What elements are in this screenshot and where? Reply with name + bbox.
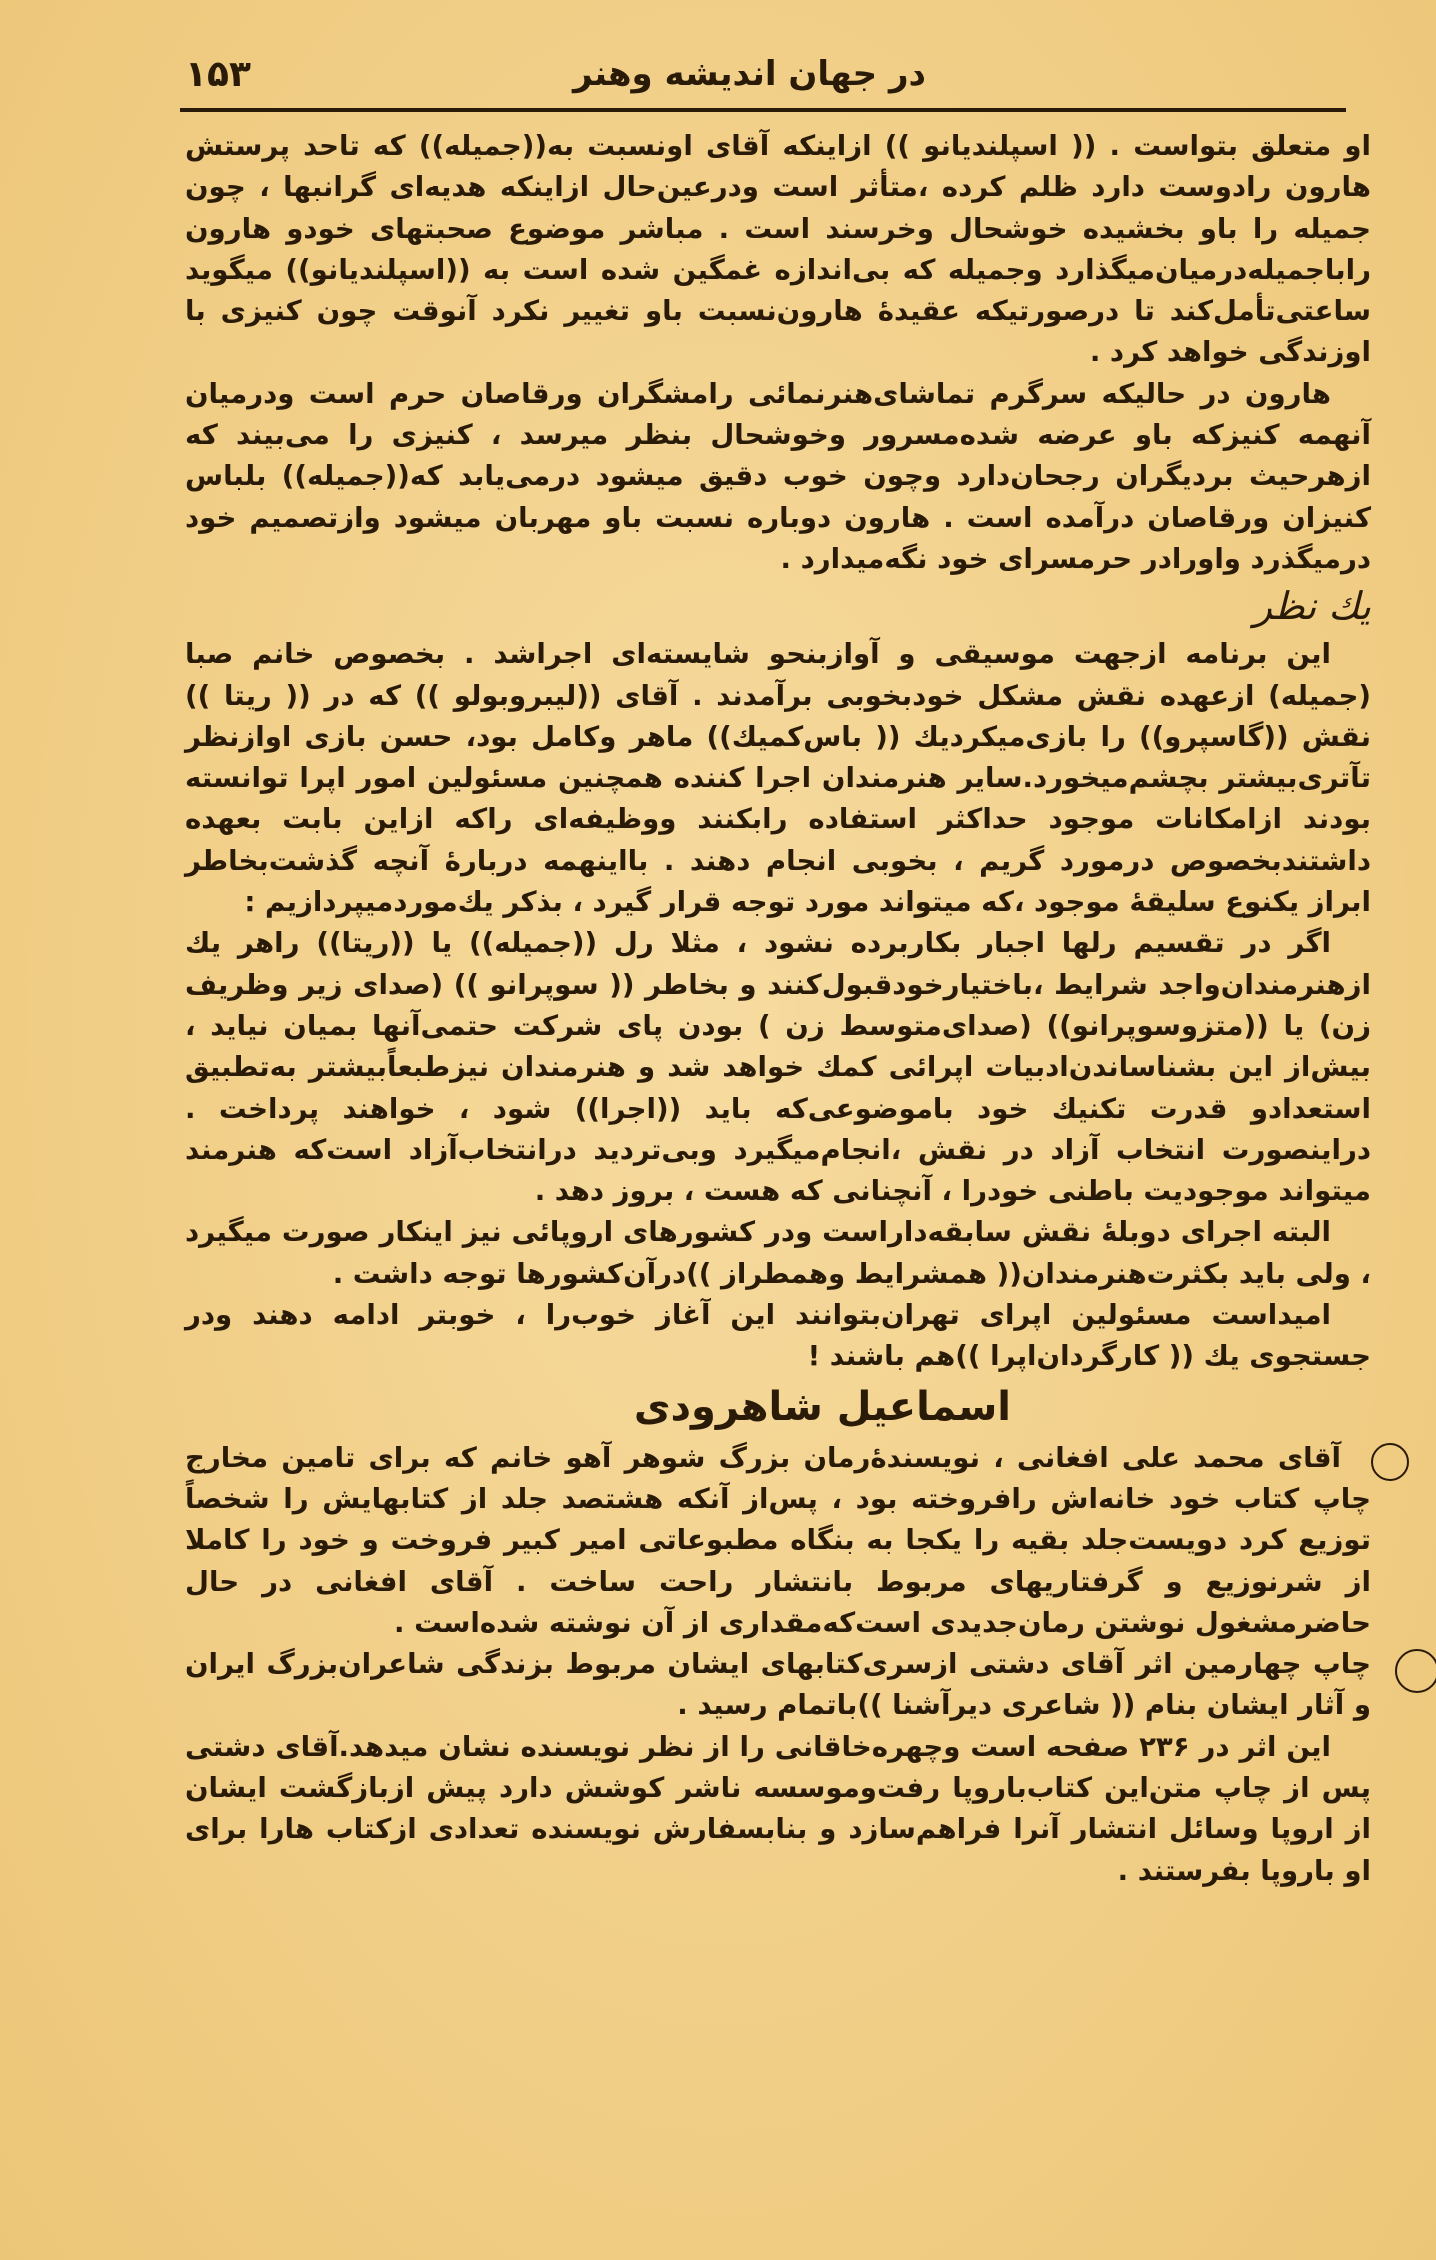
story-paragraph: او متعلق بتواست . (( اسپلندیانو )) ازاینکه آقای اونسبت به((جمیله)) که تاحد پرستش هارون رادوست دارد ظلم کرده ،متأثر است ودرعین‌حال ازاینکه هدیه‌ای گرانبها ، چون جمیله را باو بخشیده خوشحال وخرسند است . مباشر موضوع صحبتهای خودو هارون راباجمیله‌درمیان‌میگذارد وجمیله که بی‌اندازه غمگین شده است به ((اسپلندیانو)) میگوید ساعتی‌تأمل‌کند تا درصورتیکه عقیدهٔ هارون‌نسبت باو تغییر نکرد آنوقت چون کنیزی با اوزندگی خواهد کرد . [185,129,1371,369]
circle-bullet-icon [1395,1649,1436,1693]
news-item [185,1643,1371,1726]
circle-bullet-icon [1371,1443,1409,1481]
news-paragraph: آقای محمد علی افغانی ، نویسندهٔ‌رمان بزرگ شوهر آهو خانم که برای تامین مخارج چاپ کتاب خود خانه‌اش رافروخته بود ، پس‌از آنکه هشتصد جلد از کتابهایش را شخصاً توزیع کرد دویست‌جلد بقیه را یکجا به بنگاه مطبوعاتی امیر کبیر فروخت و خود را کاملا از شرنوزیع و گرفتاریهای مربوط بانتشار راحت ساخت . آقای افغانی در حال حاضرمشغول نوشتن رمان‌جدیدی است‌که‌مقداری از آن نوشته شده‌است . [185,1440,1371,1639]
review-paragraph: اگر در تقسیم رلها اجبار بکاربرده نشود ، مثلا رل ((جمیله)) یا ((ریتا)) راهر یك ازهنرمندان‌واجد شرایط ،باختیارخود‌قبول‌کنند و بخاطر (( سوپرانو )) (صدای زیر وظریف زن) یا ((متزوسوپرانو)) (صدای‌متوسط زن ) بودن پای شرکت حتمی‌آنها بمیان نیاید ، بیش‌از این بشناساندن‌ادبیات اپرائی کمك خواهد شد و هنرمندان نیزطبعاًبیشتر به‌تطبیق استعدادو قدرت تکنیك خود باموضوعی‌که باید ((اجرا)) شود ، خواهند پرداخت . دراینصورت انتخاب آزاد در نقش ،انجام‌میگیرد وبی‌تردید درانتخاب‌آزاد است‌که هنرمند میتواند موجودیت باطنی خودرا ، آنچنانی که هست ، بروز دهد . [185,926,1371,1208]
review-paragraph: این برنامه ازجهت موسیقی و آوازبنحو شایسته‌ای اجراشد . بخصوص خانم صبا (جمیله) ازعهده نقش مشکل خودبخوبی برآمدند . آقای ((لیبروبولو )) که در (( ریتا )) نقش ((گاسپرو)) را بازی‌میکرد‌یك (( باس‌کمیك)) ماهر وکامل بود، حسن بازی اوازنظر تآتری‌بیشتر بچشم‌میخورد.سایر هنرمندان اجرا کننده همچنین مسئولین امور اپرا توانسته بودند ازامکانات موجود حداکثر استفاده رابکنند ووظیفه‌ای راکه ازاین بابت بعهده داشتندبخصوص درمورد گریم ، بخوبی انجام دهند . بااینهمه دربارهٔ آنچه گذشت‌بخاطر ابراز یکنوع سلیقهٔ موجود ،که میتواند مورد توجه قرار گیرد ، بذکر یك‌موردمیپردازیم : [185,637,1371,919]
page-header [185,52,1346,112]
running-title: در جهان اندیشه وهنر [572,54,926,94]
news-item [185,1437,1371,1643]
article-body [185,125,1371,1891]
review-paragraph: امیداست مسئولین اپرای تهران‌بتوانند این آغاز خوب‌را ، خوبتر ادامه دهند ودر جستجوی یك (( کارگردان‌اپرا ))هم باشند ! [185,1298,1371,1373]
news-paragraph: این اثر در ۲۳۶ صفحه است وچهره‌خاقانی را از نظر نویسنده نشان میدهد.آقای دشتی پس از چاپ متن‌این کتاب‌باروپا رفت‌وموسسه ناشر کوشش دارد پیش ازبازگشت ایشان از اروپا وسائل انتشار آنرا فراهم‌سازد و بنابسفارش نویسنده تعدادی ازکتاب هارا برای او باروپا بفرستند . [185,1729,1371,1887]
header-rule [180,108,1346,112]
story-paragraph: هارون در حالیکه سرگرم تماشای‌هنرنمائی رامشگران ورقاصان حرم است ودرمیان آنهمه کنیزکه باو عرضه شده‌مسرور وخوشحال بنظر میرسد ، کنیزی را می‌بیند که ازهرحیث بردیگران رجحان‌دارد وچون خوب دقیق میشود درمی‌یابد که((جمیله)) بلباس کنیزان ورقاصان درآمده است . هارون دوباره نسبت باو مهربان میشود وازتصمیم خود درمیگذرد واورادر حرمسرای خود نگه‌میدارد . [185,376,1371,575]
page-number: ۱۵۳ [185,54,251,95]
review-paragraph: البته اجرای دوبلهٔ نقش سابقه‌داراست ودر کشورهای اروپائی نیز اینکار صورت میگیرد ، ولی باید بکثرت‌هنرمندان(( همشرایط وهمطراز ))درآن‌کشورها توجه داشت . [185,1215,1371,1290]
author-signature: اسماعیل شاهرودی [633,1383,1011,1430]
news-paragraph: چاپ چهارمین اثر آقای دشتی ازسری‌کتابهای ایشان مربوط بزندگی شاعران‌بزرگ ایران و آثار ایشان بنام (( شاعری دیرآشنا ))باتمام رسید . [185,1647,1371,1722]
section-heading: یك نظر [1253,584,1371,629]
